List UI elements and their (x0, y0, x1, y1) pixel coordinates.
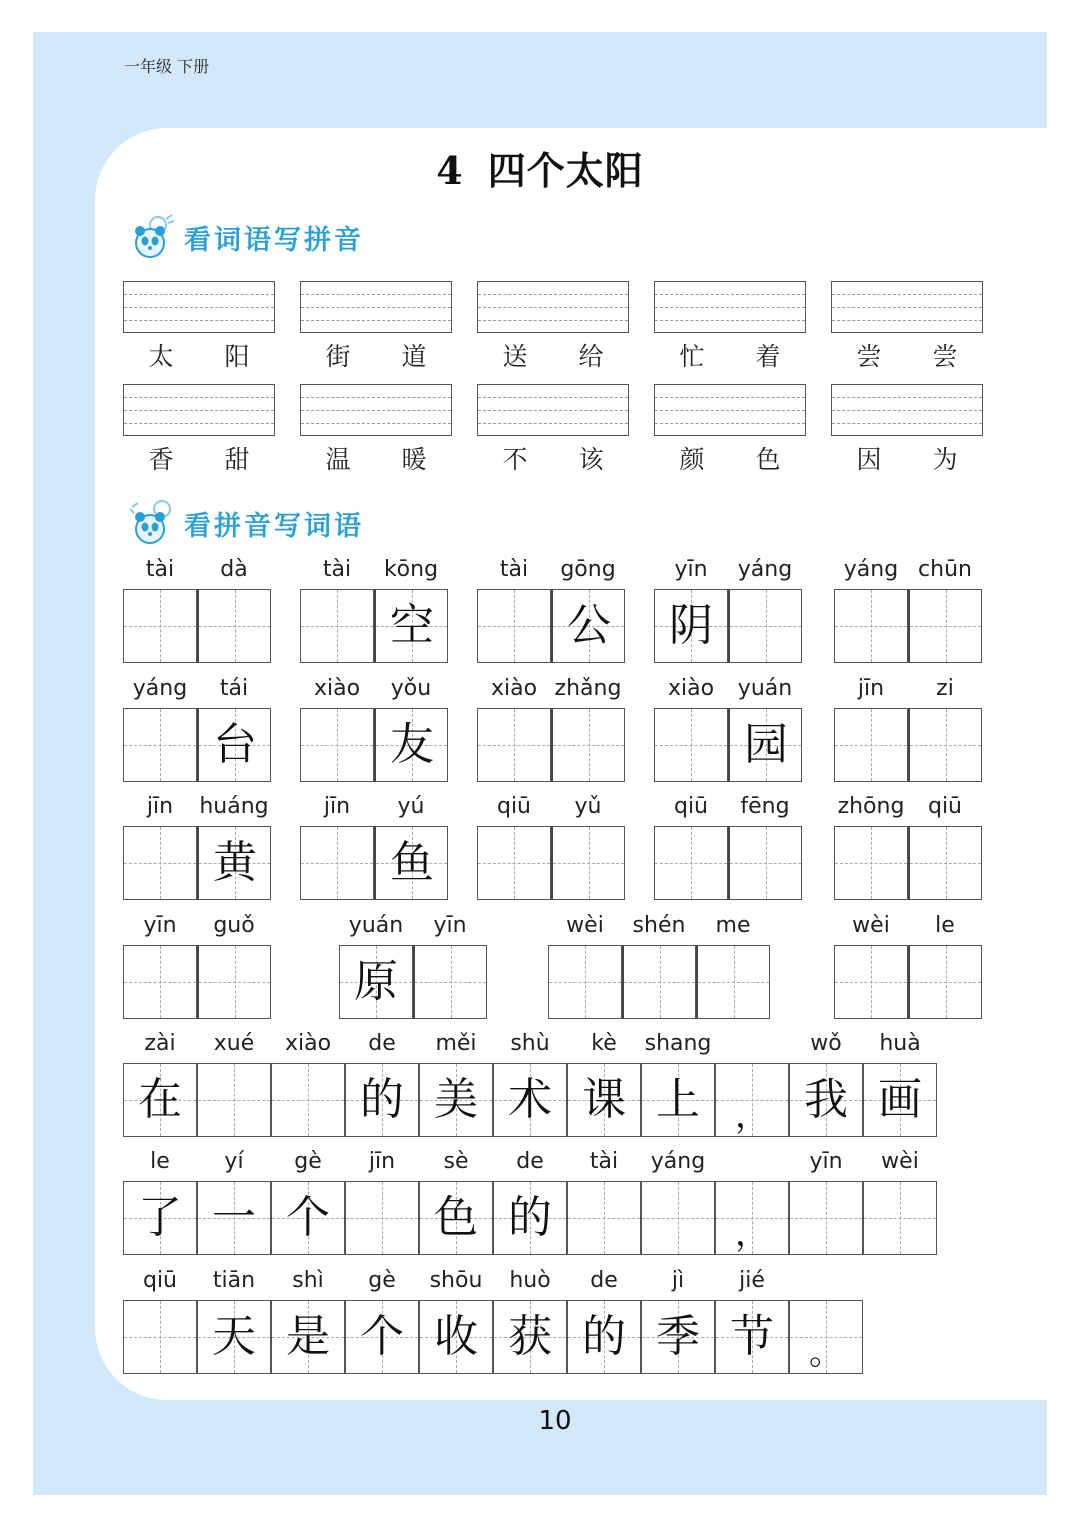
writing-cell[interactable] (345, 1063, 419, 1137)
pinyin-label: zi (936, 676, 954, 701)
pinyin-label: zài (144, 1031, 176, 1056)
pinyin-label: huò (509, 1268, 551, 1293)
guide-line (478, 320, 628, 321)
writing-cell[interactable] (834, 708, 908, 782)
lesson-number: 4 (436, 148, 464, 193)
guide-line (655, 423, 805, 424)
pinyin-label: jì (671, 1268, 685, 1293)
writing-cell[interactable] (493, 1181, 567, 1255)
writing-cell[interactable] (339, 945, 413, 1019)
pinyin-label: yáng (843, 557, 899, 582)
grade-label: 一年级 下册 (124, 57, 210, 76)
writing-cell[interactable] (641, 1181, 715, 1255)
writing-cell[interactable] (123, 589, 197, 663)
word-char: 尝 (932, 342, 958, 371)
pinyin-label: zhōng (837, 794, 905, 819)
pinyin-label: huáng (199, 794, 269, 819)
given-character: 是 (286, 1311, 330, 1362)
given-character: 原 (354, 956, 398, 1007)
pinyin-label: yáng (650, 1149, 706, 1174)
word-label (477, 337, 629, 373)
given-character: 台 (213, 719, 257, 770)
given-character: 课 (582, 1074, 626, 1125)
pinyin-writing-box[interactable] (654, 281, 806, 333)
writing-cell[interactable] (728, 826, 802, 900)
guide-line (301, 320, 451, 321)
pinyin-label: tài (145, 557, 175, 582)
guide-line (478, 294, 628, 295)
lesson-title (0, 140, 1080, 195)
writing-cell[interactable] (419, 1063, 493, 1137)
writing-cell[interactable] (271, 1063, 345, 1137)
word-char: 因 (856, 445, 882, 474)
writing-cell[interactable] (863, 1063, 937, 1137)
guide-line (124, 320, 274, 321)
pinyin-label: tài (499, 557, 529, 582)
given-character: 一 (212, 1192, 256, 1243)
given-character: 友 (390, 719, 434, 770)
given-character: 获 (508, 1311, 552, 1362)
writing-cell[interactable] (419, 1181, 493, 1255)
pinyin-label: yuán (737, 676, 793, 701)
writing-cell[interactable] (374, 708, 448, 782)
guide-line (832, 397, 982, 398)
pinyin-writing-box[interactable] (654, 384, 806, 436)
pinyin-label: yǒu (390, 676, 432, 701)
section1-title: 看词语写拼音 (184, 224, 364, 256)
word-label (123, 440, 275, 476)
page-number: 10 (538, 1406, 572, 1436)
section2-header (128, 500, 364, 546)
pinyin-label: jīn (857, 676, 885, 701)
writing-cell[interactable] (654, 589, 728, 663)
guide-line (832, 294, 982, 295)
given-character: 空 (390, 600, 434, 651)
word-char: 温 (325, 445, 351, 474)
writing-cell[interactable] (197, 945, 271, 1019)
writing-cell[interactable] (123, 1300, 197, 1374)
writing-cell[interactable] (197, 708, 271, 782)
guide-line (832, 423, 982, 424)
writing-cell[interactable] (477, 708, 551, 782)
pinyin-label: xiào (667, 676, 715, 701)
pinyin-label: wèi (566, 913, 604, 938)
writing-cell[interactable] (863, 1181, 937, 1255)
word-char: 道 (401, 342, 427, 371)
pinyin-label: huà (879, 1031, 921, 1056)
pinyin-label: yí (224, 1149, 244, 1174)
writing-cell[interactable] (197, 1181, 271, 1255)
word-char: 甜 (224, 445, 250, 474)
given-character: 的 (360, 1074, 404, 1125)
given-character: 在 (138, 1074, 182, 1125)
pinyin-label: qiū (142, 1268, 178, 1293)
given-character: 园 (744, 719, 788, 770)
pinyin-label: yǔ (574, 794, 602, 819)
writing-cell[interactable] (641, 1300, 715, 1374)
guide-line (124, 307, 274, 308)
pinyin-label: xiào (313, 676, 361, 701)
pinyin-label: yīn (143, 913, 177, 938)
writing-cell[interactable] (419, 1300, 493, 1374)
writing-cell[interactable] (641, 1063, 715, 1137)
given-character: 节 (730, 1311, 774, 1362)
given-character: 美 (434, 1074, 478, 1125)
pinyin-label: me (715, 913, 751, 938)
word-label (477, 440, 629, 476)
writing-cell[interactable] (300, 708, 374, 782)
pinyin-label: jié (739, 1268, 765, 1293)
pinyin-label: kōng (383, 557, 439, 582)
word-label (123, 337, 275, 373)
panda-icon (128, 213, 176, 261)
guide-line (655, 410, 805, 411)
guide-line (655, 397, 805, 398)
pinyin-writing-box[interactable] (831, 384, 983, 436)
writing-cell[interactable] (908, 708, 982, 782)
guide-line (301, 397, 451, 398)
guide-line (301, 423, 451, 424)
pinyin-label: wèi (852, 913, 890, 938)
given-character: 黄 (213, 837, 257, 888)
pinyin-writing-box[interactable] (300, 384, 452, 436)
given-character: 画 (878, 1074, 922, 1125)
writing-cell[interactable] (654, 826, 728, 900)
writing-cell[interactable] (696, 945, 770, 1019)
given-character: 术 (508, 1074, 552, 1125)
word-char: 为 (932, 445, 958, 474)
writing-cell[interactable] (789, 1181, 863, 1255)
pinyin-label: jīn (368, 1149, 396, 1174)
writing-cell[interactable] (271, 1181, 345, 1255)
pinyin-label: zhǎng (554, 676, 622, 701)
word-char: 该 (578, 445, 604, 474)
pinyin-label: tiān (212, 1268, 256, 1293)
writing-cell[interactable] (834, 589, 908, 663)
word-label (300, 337, 452, 373)
word-char: 送 (502, 342, 528, 371)
pinyin-label: wǒ (810, 1031, 842, 1056)
punctuation: ， (735, 1096, 769, 1136)
pinyin-label: tài (322, 557, 352, 582)
pinyin-label: jīn (146, 794, 174, 819)
guide-line (832, 307, 982, 308)
pinyin-label: qiū (927, 794, 963, 819)
writing-cell[interactable] (908, 589, 982, 663)
pinyin-label: xué (213, 1031, 255, 1056)
pinyin-label: yáng (132, 676, 188, 701)
writing-cell[interactable] (345, 1181, 419, 1255)
word-char: 颜 (679, 445, 705, 474)
punctuation: 。 (809, 1333, 843, 1373)
word-char: 不 (502, 445, 528, 474)
pinyin-label: shù (510, 1031, 550, 1056)
given-character: 个 (360, 1311, 404, 1362)
word-label (831, 337, 983, 373)
given-character: 阴 (669, 600, 713, 651)
writing-cell[interactable] (548, 945, 622, 1019)
word-char: 给 (578, 342, 604, 371)
pinyin-label: de (368, 1031, 396, 1056)
word-label (654, 337, 806, 373)
writing-cell[interactable] (197, 1063, 271, 1137)
given-character: 了 (138, 1192, 182, 1243)
pinyin-label: yīn (809, 1149, 843, 1174)
pinyin-label: qiū (496, 794, 532, 819)
given-character: 天 (212, 1311, 256, 1362)
guide-line (301, 410, 451, 411)
word-char: 阳 (224, 342, 250, 371)
pinyin-label: jīn (323, 794, 351, 819)
lesson-name: 四个太阳 (487, 148, 644, 193)
writing-cell[interactable] (477, 826, 551, 900)
guide-line (478, 423, 628, 424)
pinyin-writing-box[interactable] (831, 281, 983, 333)
pinyin-writing-box[interactable] (300, 281, 452, 333)
given-character: 的 (582, 1311, 626, 1362)
pinyin-label: yuán (348, 913, 404, 938)
writing-cell[interactable] (715, 1063, 789, 1137)
panda-icon (128, 499, 176, 547)
writing-cell[interactable] (567, 1063, 641, 1137)
given-character: 的 (508, 1192, 552, 1243)
word-char: 暖 (401, 445, 427, 474)
pinyin-label: le (935, 913, 955, 938)
pinyin-label: gè (294, 1149, 322, 1174)
writing-cell[interactable] (834, 945, 908, 1019)
guide-line (301, 294, 451, 295)
writing-cell[interactable] (123, 1063, 197, 1137)
pinyin-label: tài (589, 1149, 619, 1174)
guide-line (124, 423, 274, 424)
writing-cell[interactable] (715, 1300, 789, 1374)
section2-title: 看拼音写词语 (184, 510, 364, 542)
writing-cell[interactable] (715, 1181, 789, 1255)
writing-cell[interactable] (374, 589, 448, 663)
section1-header (128, 214, 364, 260)
guide-line (124, 294, 274, 295)
writing-cell[interactable] (300, 826, 374, 900)
pinyin-label: yáng (737, 557, 793, 582)
writing-cell[interactable] (477, 589, 551, 663)
writing-cell[interactable] (197, 1300, 271, 1374)
writing-cell[interactable] (374, 826, 448, 900)
writing-cell[interactable] (728, 589, 802, 663)
writing-cell[interactable] (197, 589, 271, 663)
pinyin-label: kè (591, 1031, 617, 1056)
pinyin-label: le (150, 1149, 170, 1174)
guide-line (124, 397, 274, 398)
given-character: 公 (567, 600, 611, 651)
guide-line (832, 410, 982, 411)
given-character: 我 (804, 1074, 848, 1125)
writing-cell[interactable] (789, 1300, 863, 1374)
pinyin-label: wèi (881, 1149, 919, 1174)
guide-line (124, 410, 274, 411)
pinyin-label: shōu (429, 1268, 483, 1293)
writing-cell[interactable] (551, 708, 625, 782)
guide-line (478, 307, 628, 308)
pinyin-label: shang (644, 1031, 712, 1056)
writing-cell[interactable] (197, 826, 271, 900)
pinyin-label: yīn (674, 557, 708, 582)
word-char: 太 (148, 342, 174, 371)
word-char: 忙 (679, 342, 705, 371)
writing-cell[interactable] (493, 1300, 567, 1374)
pinyin-label: shén (632, 913, 686, 938)
writing-cell[interactable] (567, 1181, 641, 1255)
word-label (831, 440, 983, 476)
writing-cell[interactable] (123, 826, 197, 900)
writing-cell[interactable] (834, 826, 908, 900)
given-character: 个 (286, 1192, 330, 1243)
writing-cell[interactable] (622, 945, 696, 1019)
writing-cell[interactable] (567, 1300, 641, 1374)
word-label (300, 440, 452, 476)
writing-cell[interactable] (345, 1300, 419, 1374)
pinyin-label: gōng (560, 557, 616, 582)
pinyin-label: gè (368, 1268, 396, 1293)
writing-cell[interactable] (271, 1300, 345, 1374)
word-char: 香 (148, 445, 174, 474)
guide-line (655, 320, 805, 321)
given-character: 鱼 (390, 837, 434, 888)
guide-line (301, 307, 451, 308)
word-char: 尝 (856, 342, 882, 371)
pinyin-label: yú (397, 794, 425, 819)
writing-cell[interactable] (908, 826, 982, 900)
guide-line (655, 307, 805, 308)
guide-line (478, 397, 628, 398)
pinyin-label: yīn (433, 913, 467, 938)
writing-cell[interactable] (551, 589, 625, 663)
pinyin-writing-box[interactable] (123, 281, 275, 333)
word-char: 着 (755, 342, 781, 371)
writing-cell[interactable] (728, 708, 802, 782)
pinyin-label: chūn (918, 557, 972, 582)
word-char: 街 (325, 342, 351, 371)
writing-cell[interactable] (789, 1063, 863, 1137)
writing-cell[interactable] (300, 589, 374, 663)
given-character: 上 (656, 1074, 700, 1125)
pinyin-writing-box[interactable] (123, 384, 275, 436)
pinyin-label: sè (443, 1149, 469, 1174)
writing-cell[interactable] (123, 708, 197, 782)
pinyin-label: de (590, 1268, 618, 1293)
pinyin-label: fēng (740, 794, 790, 819)
writing-cell[interactable] (493, 1063, 567, 1137)
pinyin-label: dà (220, 557, 248, 582)
pinyin-label: guǒ (213, 913, 255, 938)
pinyin-label: qiū (673, 794, 709, 819)
guide-line (478, 410, 628, 411)
pinyin-label: xiào (490, 676, 538, 701)
word-label (654, 440, 806, 476)
writing-cell[interactable] (908, 945, 982, 1019)
pinyin-label: de (516, 1149, 544, 1174)
given-character: 收 (434, 1311, 478, 1362)
pinyin-label: shì (292, 1268, 324, 1293)
pinyin-label: xiào (284, 1031, 332, 1056)
punctuation: ， (735, 1214, 769, 1254)
writing-cell[interactable] (413, 945, 487, 1019)
writing-cell[interactable] (551, 826, 625, 900)
writing-cell[interactable] (654, 708, 728, 782)
writing-cell[interactable] (123, 945, 197, 1019)
pinyin-label: měi (435, 1031, 477, 1056)
word-char: 色 (755, 445, 781, 474)
writing-cell[interactable] (123, 1181, 197, 1255)
guide-line (832, 320, 982, 321)
given-character: 色 (434, 1192, 478, 1243)
pinyin-writing-box[interactable] (477, 384, 629, 436)
pinyin-writing-box[interactable] (477, 281, 629, 333)
guide-line (655, 294, 805, 295)
given-character: 季 (656, 1311, 700, 1362)
pinyin-label: tái (219, 676, 249, 701)
